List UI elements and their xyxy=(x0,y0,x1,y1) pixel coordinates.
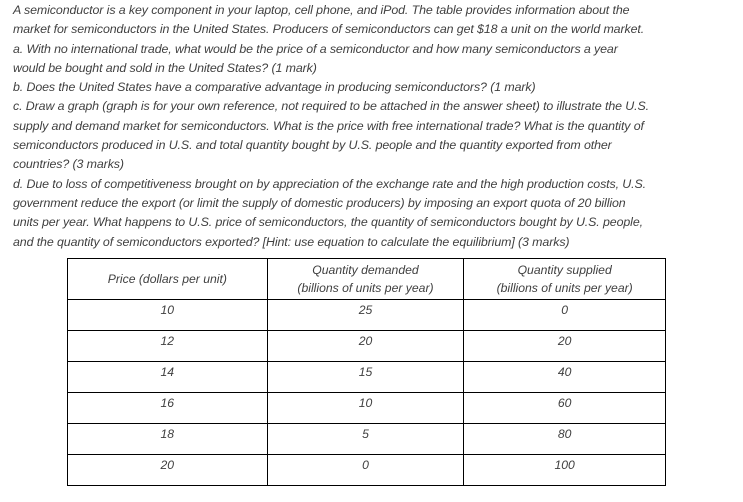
demanded-cell: 20 xyxy=(267,331,464,362)
table-header-row xyxy=(68,259,666,300)
part-d-line: d. Due to loss of competitiveness brought on by appreciation of the exchange rate and the high production costs, U.S. xyxy=(13,176,647,191)
supplied-cell: 80 xyxy=(464,424,666,455)
header-line: (billions of units per year) xyxy=(297,281,434,295)
supplied-cell: 100 xyxy=(464,455,666,486)
table-row xyxy=(68,362,666,393)
question-text xyxy=(13,1,735,252)
price-cell: 14 xyxy=(68,362,268,393)
part-c-line: countries? (3 marks) xyxy=(13,157,124,172)
supply-demand-table xyxy=(67,258,666,486)
part-b-line: b. Does the United States have a comparative advantage in producing semiconductors? (1 mark) xyxy=(13,80,536,95)
table-row xyxy=(68,300,666,331)
header-line: (billions of units per year) xyxy=(496,281,633,295)
part-a-line: would be bought and sold in the United States? (1 mark) xyxy=(13,60,317,75)
price-cell: 16 xyxy=(68,393,268,424)
supplied-cell: 60 xyxy=(464,393,666,424)
part-c-line: semiconductors produced in U.S. and total quantity bought by U.S. people and the quantity exported from other xyxy=(13,138,612,153)
header-line: Quantity demanded xyxy=(312,263,419,277)
supplied-cell: 20 xyxy=(464,331,666,362)
quantity-demanded-column-header xyxy=(267,259,464,300)
price-cell: 18 xyxy=(68,424,268,455)
part-a-line: a. With no international trade, what would be the price of a semiconductor and how many semiconductors a year xyxy=(13,41,618,56)
intro-line: A semiconductor is a key component in your laptop, cell phone, and iPod. The table provides information about the xyxy=(13,3,630,17)
demanded-cell: 0 xyxy=(267,455,464,486)
supplied-cell: 0 xyxy=(464,300,666,331)
quantity-supplied-column-header xyxy=(464,259,666,300)
demanded-cell: 5 xyxy=(267,424,464,455)
part-c-line: c. Draw a graph (graph is for your own reference, not required to be attached in the answer sheet) to illustrate the U.S. xyxy=(13,99,649,114)
price-cell: 12 xyxy=(68,331,268,362)
intro-line: market for semiconductors in the United States. Producers of semiconductors can get $18 a unit on the world market. xyxy=(13,22,645,37)
demanded-cell: 10 xyxy=(267,393,464,424)
table-row xyxy=(68,331,666,362)
table-row xyxy=(68,393,666,424)
price-cell: 10 xyxy=(68,300,268,331)
part-d-line: government reduce the export (or limit the supply of domestic producers) by imposing an export quota of 20 billion xyxy=(13,195,626,210)
demanded-cell: 15 xyxy=(267,362,464,393)
demanded-cell: 25 xyxy=(267,300,464,331)
table-row xyxy=(68,424,666,455)
price-cell: 20 xyxy=(68,455,268,486)
part-c-line: supply and demand market for semiconductors. What is the price with free international trade? What is the quantity of xyxy=(13,118,644,133)
table-row xyxy=(68,455,666,486)
price-column-header: Price (dollars per unit) xyxy=(68,259,268,300)
header-line: Quantity supplied xyxy=(517,263,612,277)
part-d-line: and the quantity of semiconductors exported? [Hint: use equation to calculate the equilibrium] (3 marks) xyxy=(13,234,570,249)
part-d-line: units per year. What happens to U.S. price of semiconductors, the quantity of semiconductors bought by U.S. people, xyxy=(13,215,643,230)
supplied-cell: 40 xyxy=(464,362,666,393)
